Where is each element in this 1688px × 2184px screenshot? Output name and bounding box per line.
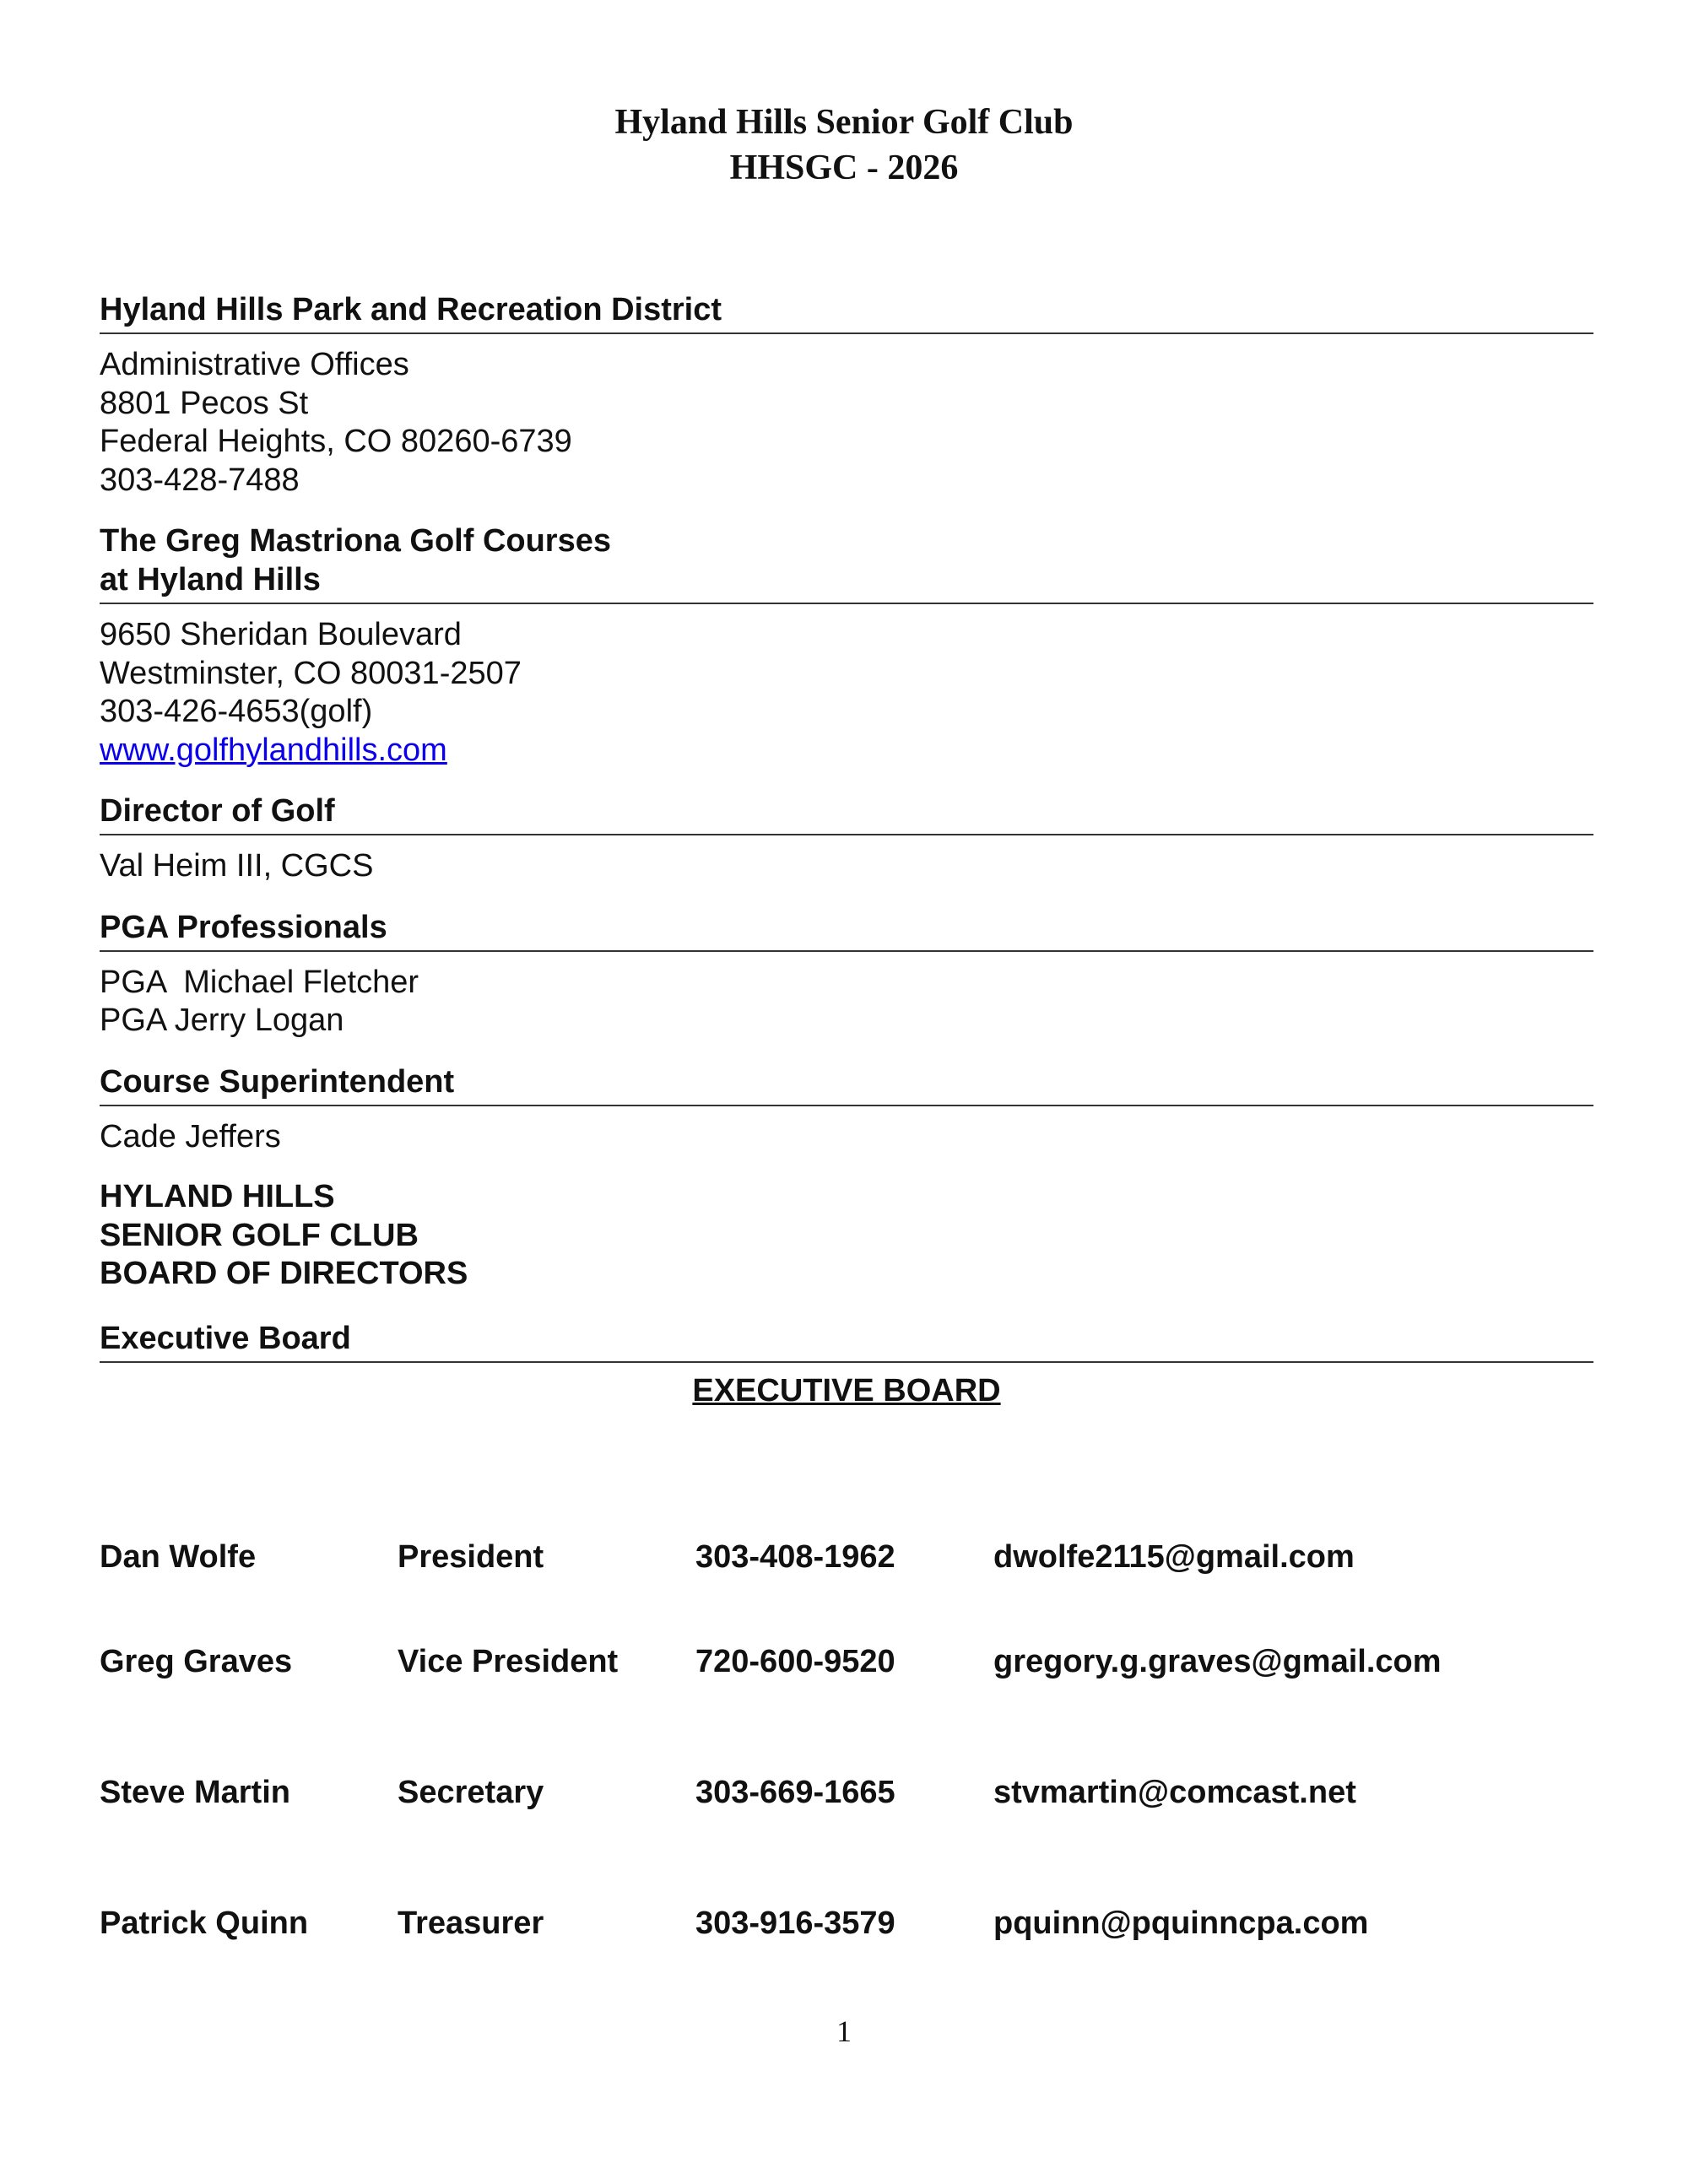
courses-phone: 303-426-4653(golf) [100, 694, 373, 729]
title-year: HHSGC - 2026 [729, 149, 959, 187]
member-name: Steve Martin [100, 1775, 290, 1810]
section-body-superintendent [100, 1106, 1593, 1157]
courses-heading-line2: at Hyland Hills [100, 562, 321, 597]
member-phone: 303-916-3579 [695, 1906, 895, 1941]
pga-pro-1: PGA Michael Fletcher [100, 964, 419, 1000]
board-heading-line2: SENIOR GOLF CLUB [100, 1217, 419, 1253]
superintendent-name: Cade Jeffers [100, 1118, 281, 1154]
member-role: President [398, 1539, 544, 1575]
section-body-director [100, 835, 1593, 886]
board-heading-line1: HYLAND HILLS [100, 1179, 335, 1214]
member-email: gregory.g.graves@gmail.com [993, 1644, 1442, 1679]
section-heading-executive-board: Executive Board [100, 1319, 1593, 1363]
member-role: Treasurer [398, 1906, 544, 1941]
section-heading-district: Hyland Hills Park and Recreation District [100, 290, 1593, 334]
member-phone: 303-408-1962 [695, 1539, 895, 1575]
section-body-district [100, 334, 1593, 500]
director-name: Val Heim III, CGCS [100, 848, 374, 884]
section-heading-superintendent: Course Superintendent [100, 1062, 1593, 1106]
section-heading-courses [100, 522, 1593, 604]
section-heading-pga: PGA Professionals [100, 908, 1593, 952]
board-heading-line3: BOARD OF DIRECTORS [100, 1256, 468, 1291]
courses-website-link[interactable]: www.golfhylandhills.com [100, 732, 447, 768]
board-member-row [100, 1538, 1593, 1576]
district-street: 8801 Pecos St [100, 385, 309, 421]
member-name: Greg Graves [100, 1644, 293, 1679]
courses-heading-line1: The Greg Mastriona Golf Courses [100, 523, 611, 559]
district-office: Administrative Offices [100, 347, 409, 382]
district-city: Federal Heights, CO 80260-6739 [100, 424, 572, 459]
courses-street: 9650 Sheridan Boulevard [100, 617, 462, 652]
page-number: 1 [836, 2014, 852, 2048]
member-email: stvmartin@comcast.net [993, 1775, 1356, 1810]
member-email: dwolfe2115@gmail.com [993, 1539, 1355, 1575]
member-phone: 720-600-9520 [695, 1644, 895, 1679]
member-name: Patrick Quinn [100, 1906, 309, 1941]
executive-board-title-text: EXECUTIVE BOARD [692, 1372, 1001, 1408]
title-club-name: Hyland Hills Senior Golf Club [614, 103, 1074, 142]
member-email: pquinn@pquinncpa.com [993, 1906, 1369, 1941]
board-member-row [100, 1773, 1593, 1812]
courses-city: Westminster, CO 80031-2507 [100, 655, 522, 691]
member-phone: 303-669-1665 [695, 1775, 895, 1810]
board-of-directors-heading [100, 1178, 1593, 1294]
pga-pro-2: PGA Jerry Logan [100, 1003, 344, 1038]
executive-board-title [100, 1371, 1593, 1410]
district-phone: 303-428-7488 [100, 462, 300, 498]
section-body-courses [100, 604, 1593, 770]
document-title [0, 100, 1688, 191]
board-member-row [100, 1642, 1593, 1681]
document-body [100, 290, 1593, 1410]
section-heading-director: Director of Golf [100, 792, 1593, 835]
board-member-row [100, 1904, 1593, 1943]
member-role: Secretary [398, 1775, 544, 1810]
member-name: Dan Wolfe [100, 1539, 257, 1575]
section-body-pga [100, 952, 1593, 1041]
member-role: Vice President [398, 1644, 619, 1679]
